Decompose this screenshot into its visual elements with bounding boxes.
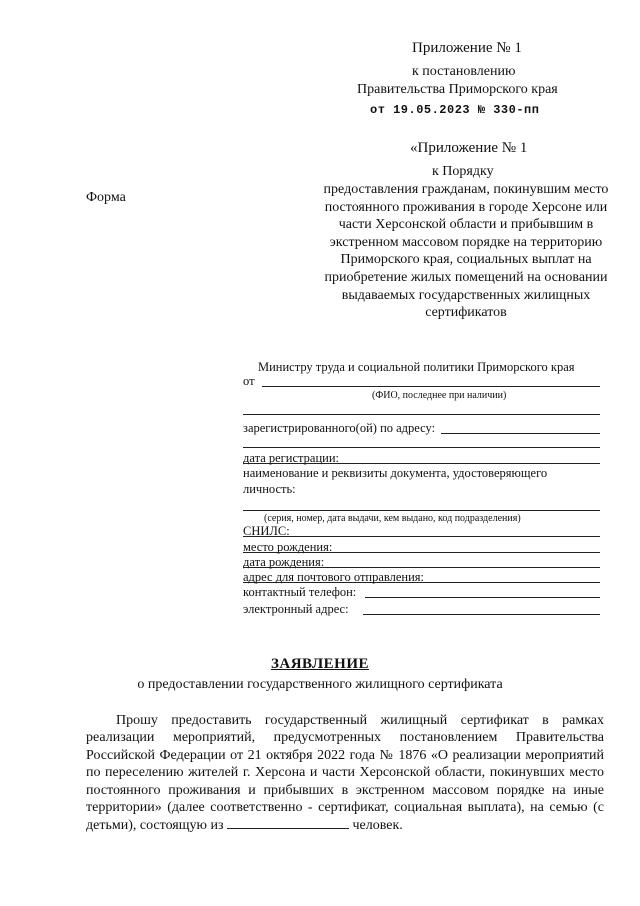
email-label: электронный адрес:: [243, 602, 349, 616]
decree-reference: к постановлению: [412, 64, 516, 79]
birthplace-line[interactable]: [243, 552, 600, 553]
statement-text: Прошу предоставить государственный жилищный сертификат в рамках реализации мероприятий, предусмотренных постановлением Правительства Российской Федерации от 21 октября 2022 года № 1876 «О реализации мероприятий по переселению жителей г. Херсона и части Херсонской области, покинувших место постоянного проживания и прибывших в экстренном массовом порядке на иные территории» (далее соответственно - сертификат, социальная выплата), на семью (с детьми), состоящую из: [86, 713, 604, 834]
decree-date-number: от 19.05.2023 № 330-пп: [370, 103, 540, 117]
postal-address-label: адрес для почтового отправления:: [243, 570, 425, 584]
registration-date-line[interactable]: [243, 463, 600, 464]
government-name: Правительства Приморского края: [357, 82, 558, 97]
birthdate-line[interactable]: [243, 567, 600, 568]
phone-label: контактный телефон:: [243, 585, 357, 599]
birthdate-label: дата рождения:: [243, 555, 325, 569]
family-size-blank[interactable]: [227, 816, 349, 829]
registered-address-line-2[interactable]: [243, 447, 600, 448]
id-document-caption: (серия, номер, дата выдачи, кем выдано, код подразделения): [264, 513, 521, 524]
id-document-label: наименование и реквизиты документа, удостоверяющего: [243, 466, 548, 480]
quoted-appendix-heading: «Приложение № 1: [410, 140, 528, 156]
snils-line[interactable]: [243, 536, 600, 537]
id-document-line[interactable]: [243, 510, 600, 511]
statement-subtitle: о предоставлении государственного жилищного сертификата: [137, 677, 503, 692]
phone-line[interactable]: [365, 597, 600, 598]
registration-date-label: дата регистрации:: [243, 451, 339, 465]
email-line[interactable]: [363, 614, 600, 615]
fio-line[interactable]: [262, 386, 600, 387]
order-description: предоставления гражданам, покинувшим место постоянного проживания в городе Херсоне или части Херсонской области и прибывшим в экстренном массовом порядке на территорию Приморского края, социальных выплат на приобретение жилых помещений на основании выдаваемых государственных жилищных сертификатов: [323, 182, 609, 321]
statement-body: [86, 712, 604, 835]
form-label: Форма: [86, 190, 126, 205]
fio-caption: (ФИО, последнее при наличии): [372, 390, 507, 401]
registered-address-line[interactable]: [441, 433, 600, 434]
order-reference: к Порядку: [432, 164, 494, 179]
birthplace-label: место рождения:: [243, 540, 333, 554]
addressee: Министру труда и социальной политики Приморского края: [258, 360, 575, 374]
appendix-heading: Приложение № 1: [412, 40, 522, 56]
registered-address-label: зарегистрированного(ой) по адресу:: [243, 421, 436, 435]
statement-tail: человек.: [352, 818, 403, 834]
postal-address-line[interactable]: [243, 582, 600, 583]
fio-line-2[interactable]: [243, 414, 600, 415]
id-document-label-2: личность:: [243, 482, 296, 496]
snils-label: СНИЛС:: [243, 524, 290, 538]
statement-title: ЗАЯВЛЕНИЕ: [270, 656, 370, 672]
from-label: от: [243, 374, 255, 388]
